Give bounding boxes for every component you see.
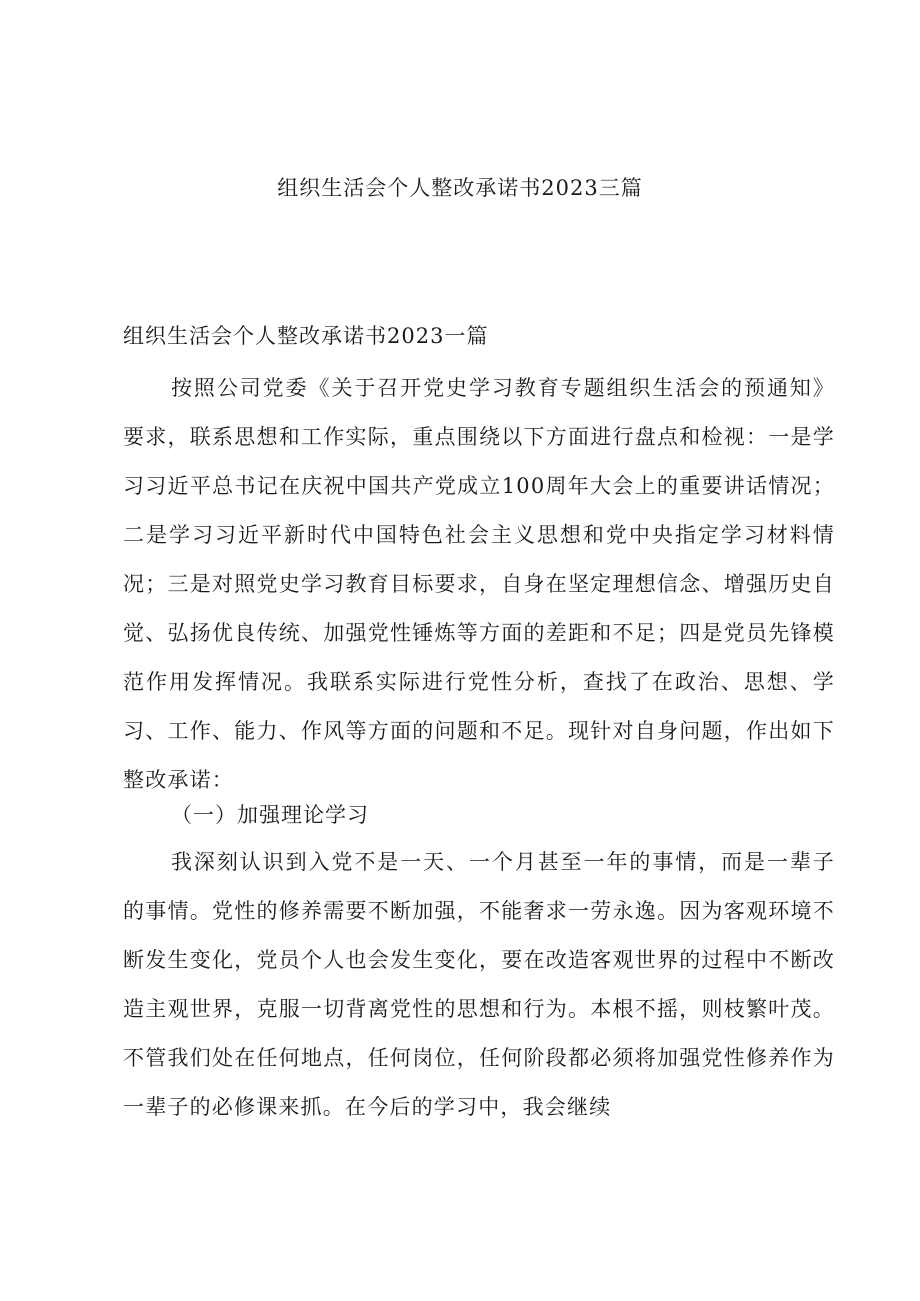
section-title: 组织生活会个人整改承诺书2023一篇 xyxy=(123,324,489,348)
document-title: 组织生活会个人整改承诺书2023三篇 xyxy=(277,176,643,200)
sub-heading: （一）加强理论学习 xyxy=(171,803,369,827)
body-paragraph-1: 按照公司党委《关于召开党史学习教育专题组织生活会的预通知》要求，联系思想和工作实际，重点围绕以下方面进行盘点和检视：一是学习习近平总书记在庆祝中国共产党成立100周年大会上的重要讲话情况；二是学习习近平新时代中国特色社会主义思想和党中央指定学习材料情况；三是对照党史学习教育目标要求，自身在坚定理想信念、增强历史自觉、弘扬优良传统、加强党性锤炼等方面的差距和不足；四是党员先锋模范作用发挥情况。我联系实际进行党性分析，查找了在政治、思想、学习、工作、能力、作风等方面的问题和不足。现针对自身问题，作出如下整改承诺： xyxy=(123,376,835,792)
body-paragraph-2: 我深刻认识到入党不是一天、一个月甚至一年的事情，而是一辈子的事情。党性的修养需要不断加强，不能奢求一劳永逸。因为客观环境不断发生变化，党员个人也会发生变化，要在改造客观世界的过程中不断改造主观世界，克服一切背离党性的思想和行为。本根不摇，则枝繁叶茂。不管我们处在任何地点，任何岗位，任何阶段都必须将加强党性修养作为一辈子的必修课来抓。在今后的学习中，我会继续 xyxy=(123,850,835,1119)
